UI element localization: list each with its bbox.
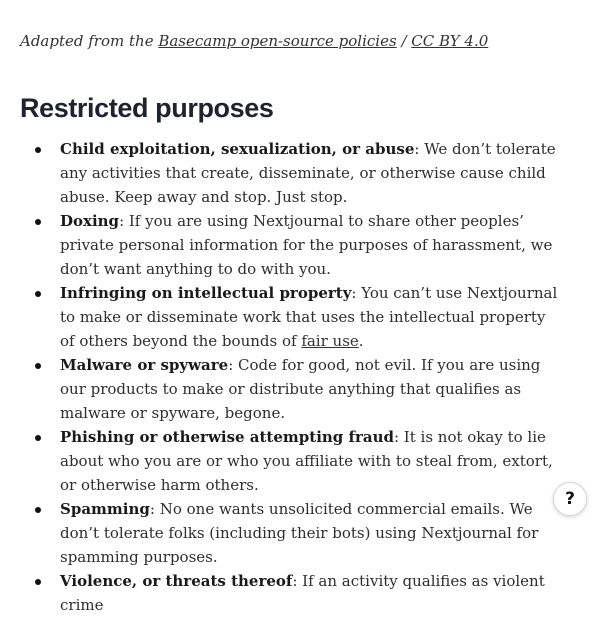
list-item (20, 353, 560, 425)
item-term: Child exploitation, sexualization, or abuse (60, 140, 415, 158)
bullet-icon (35, 363, 41, 369)
list-item (20, 137, 560, 209)
item-text: : Code for good, not evil. If you are using our products to make or distribute anything that qualifies as malware or spyware, begone. (60, 356, 541, 422)
item-term: Doxing (60, 212, 120, 230)
bullet-icon (35, 507, 41, 513)
list-item (20, 569, 560, 617)
list-item (20, 209, 560, 281)
bullet-icon (35, 291, 41, 297)
item-term: Infringing on intellectual property (60, 284, 352, 302)
question-mark-icon: ? (565, 488, 575, 509)
bullet-icon (35, 579, 41, 585)
cc-license-link[interactable]: CC BY 4.0 (411, 32, 489, 50)
bullet-icon (35, 219, 41, 225)
item-text: : No one wants unsolicited commercial emails. We don’t tolerate folks (including their bots) using Nextjournal for spamming purposes. (60, 500, 539, 566)
help-button[interactable] (553, 482, 587, 516)
item-term: Spamming (60, 500, 150, 518)
item-text: : If you are using Nextjournal to share other peoples’ private personal information for the purposes of harassment, we don’t want anything to do with you. (60, 212, 553, 278)
restricted-purposes-list (20, 137, 560, 617)
list-item (20, 425, 560, 497)
bullet-icon (35, 435, 41, 441)
list-item (20, 281, 560, 353)
policy-content (20, 28, 560, 617)
basecamp-policies-link[interactable]: Basecamp open-source policies (158, 32, 397, 50)
attribution (20, 28, 560, 54)
item-text: : It is not okay to lie about who you are or who you affiliate with to steal from, extort, or otherwise harm others. (60, 428, 553, 494)
item-text: : You can’t use Nextjournal to make or disseminate work that uses the intellectual property of others beyond the bounds of (60, 284, 558, 350)
list-item (20, 497, 560, 569)
item-term: Violence, or threats thereof (60, 572, 293, 590)
section-title: Restricted purposes (20, 93, 274, 123)
attribution-prefix: Adapted from the (20, 32, 159, 50)
bullet-icon (35, 147, 41, 153)
item-text: : We don’t tolerate any activities that create, disseminate, or otherwise cause child abuse. Keep away and stop. Just stop. (60, 140, 556, 206)
fair-use-link[interactable]: fair use (301, 332, 359, 350)
item-term: Phishing or otherwise attempting fraud (60, 428, 394, 446)
attribution-separator: / (396, 32, 412, 50)
item-text-end: . (358, 332, 364, 350)
item-text: : If an activity qualifies as violent crime (60, 572, 545, 614)
item-term: Malware or spyware (60, 356, 229, 374)
